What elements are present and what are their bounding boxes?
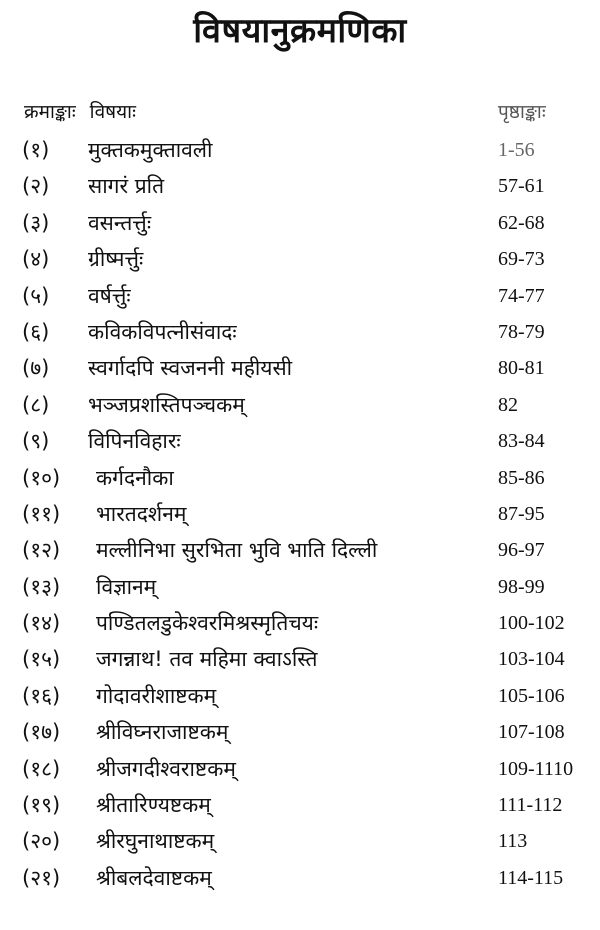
toc-entry-number: (२०) (22, 829, 61, 854)
toc-entry-subject: कर्गदनौका (96, 465, 174, 490)
toc-entry-page: 98-99 (498, 575, 545, 598)
toc-entry-subject: भारतदर्शनम् (96, 501, 187, 526)
toc-row (22, 423, 582, 459)
toc-entry-subject: श्रीरघुनाथाष्टकम् (96, 829, 215, 854)
toc-entry-number: (१२) (22, 538, 61, 563)
toc-entry-number: (३) (22, 210, 50, 235)
toc-entry-page: 62-68 (498, 211, 545, 234)
toc-row (22, 350, 582, 386)
toc-entry-page: 103-104 (498, 648, 565, 671)
toc-entry-subject: गोदावरीशाष्टकम् (96, 683, 217, 708)
toc-entry-subject: श्रीतारिण्यष्टकम् (96, 793, 211, 818)
number-column-label: क्रमाङ्काः (24, 101, 76, 123)
toc-entry-number: (१४) (22, 611, 61, 636)
page-column-label: पृष्ठाङ्काः (498, 101, 546, 123)
toc-entry-page: 57-61 (498, 175, 545, 198)
toc-entry-subject: सागरं प्रति (88, 174, 165, 199)
toc-entry-page: 105-106 (498, 684, 565, 707)
toc-row (22, 678, 582, 714)
toc-row (22, 132, 582, 168)
toc-entry-subject: पण्डितलडुकेश्वरमिश्रस्मृतिचयः (96, 611, 319, 636)
toc-entry-page: 111-112 (498, 794, 563, 817)
toc-entry-subject: जगन्नाथ! तव महिमा क्वाऽस्ति (96, 647, 318, 672)
toc-entry-page: 109-1110 (498, 757, 574, 780)
toc-entry-subject: कविकविपत्नीसंवादः (88, 319, 237, 344)
toc-entry-page: 96-97 (498, 539, 545, 562)
toc-row (22, 278, 582, 314)
toc-entry-page: 114-115 (498, 866, 564, 889)
toc-entry-page: 113 (498, 830, 528, 853)
toc-entry-number: (१०) (22, 465, 61, 490)
toc-entry-number: (२१) (22, 865, 61, 890)
toc-entry-subject: विज्ञानम् (96, 574, 157, 599)
toc-entry-number: (१९) (22, 793, 61, 818)
toc-entry-number: (१३) (22, 574, 61, 599)
toc-entry-number: (१६) (22, 683, 61, 708)
toc-entry-number: (१८) (22, 756, 61, 781)
toc-entry-number: (५) (22, 283, 50, 308)
toc-entry-page: 78-79 (498, 320, 545, 343)
subject-column-label: विषयाः (89, 101, 136, 123)
toc-entry-page: 100-102 (498, 612, 565, 635)
toc-entry-page: 80-81 (498, 357, 545, 380)
toc-row (22, 387, 582, 423)
toc-entry-subject: विपिनविहारः (88, 429, 181, 454)
toc-row (22, 496, 582, 532)
toc-entry-subject: श्रीबलदेवाष्टकम् (96, 865, 212, 890)
toc-entry-subject: वर्षर्त्तुः (88, 283, 131, 308)
toc-row (22, 205, 582, 241)
toc-header-left (24, 98, 136, 124)
toc-entry-number: (१) (22, 138, 50, 162)
toc-entry-number: (१५) (22, 647, 61, 672)
toc-entry-number: (७) (22, 356, 50, 381)
toc-entry-subject: स्वर्गादपि स्वजननी महीयसी (88, 356, 293, 381)
toc-entry-page: 82 (498, 393, 518, 416)
toc-entry-subject: मल्लीनिभा सुरभिता भुवि भाति दिल्ली (96, 538, 378, 563)
toc-entry-page: 85-86 (498, 466, 545, 489)
toc-entry-page: 1-56 (498, 139, 535, 161)
page-title: विषयानुक्रमणिका (193, 11, 407, 51)
toc-entry-number: (२) (22, 174, 50, 199)
table-of-contents (22, 132, 582, 896)
toc-row (22, 787, 582, 823)
toc-header (24, 98, 584, 124)
toc-entry-number: (११) (22, 501, 61, 526)
toc-row (22, 823, 582, 859)
toc-row (22, 860, 582, 896)
toc-entry-subject: मुक्तकमुक्तावली (88, 138, 213, 162)
toc-entry-number: (८) (22, 392, 50, 417)
toc-entry-page: 107-108 (498, 721, 565, 744)
toc-entry-number: (१७) (22, 720, 61, 745)
toc-row (22, 168, 582, 204)
toc-entry-number: (६) (22, 319, 50, 344)
toc-row (22, 641, 582, 677)
toc-entry-page: 83-84 (498, 430, 545, 453)
toc-entry-subject: श्रीविघ्नराजाष्टकम् (96, 720, 229, 745)
toc-entry-page: 69-73 (498, 248, 545, 271)
toc-entry-page: 87-95 (498, 502, 545, 525)
toc-entry-page: 74-77 (498, 284, 545, 307)
toc-row (22, 751, 582, 787)
toc-row (22, 532, 582, 568)
toc-entry-number: (९) (22, 429, 50, 454)
toc-row (22, 460, 582, 496)
toc-entry-subject: ग्रीष्मर्त्तुः (88, 247, 144, 272)
toc-row (22, 605, 582, 641)
toc-entry-number: (४) (22, 247, 50, 272)
toc-row (22, 241, 582, 277)
toc-entry-subject: भञ्जप्रशस्तिपञ्चकम् (88, 392, 245, 417)
toc-entry-subject: श्रीजगदीश्वराष्टकम् (96, 756, 236, 781)
toc-row (22, 714, 582, 750)
toc-row (22, 569, 582, 605)
toc-entry-subject: वसन्तर्त्तुः (88, 210, 152, 235)
toc-row (22, 314, 582, 350)
